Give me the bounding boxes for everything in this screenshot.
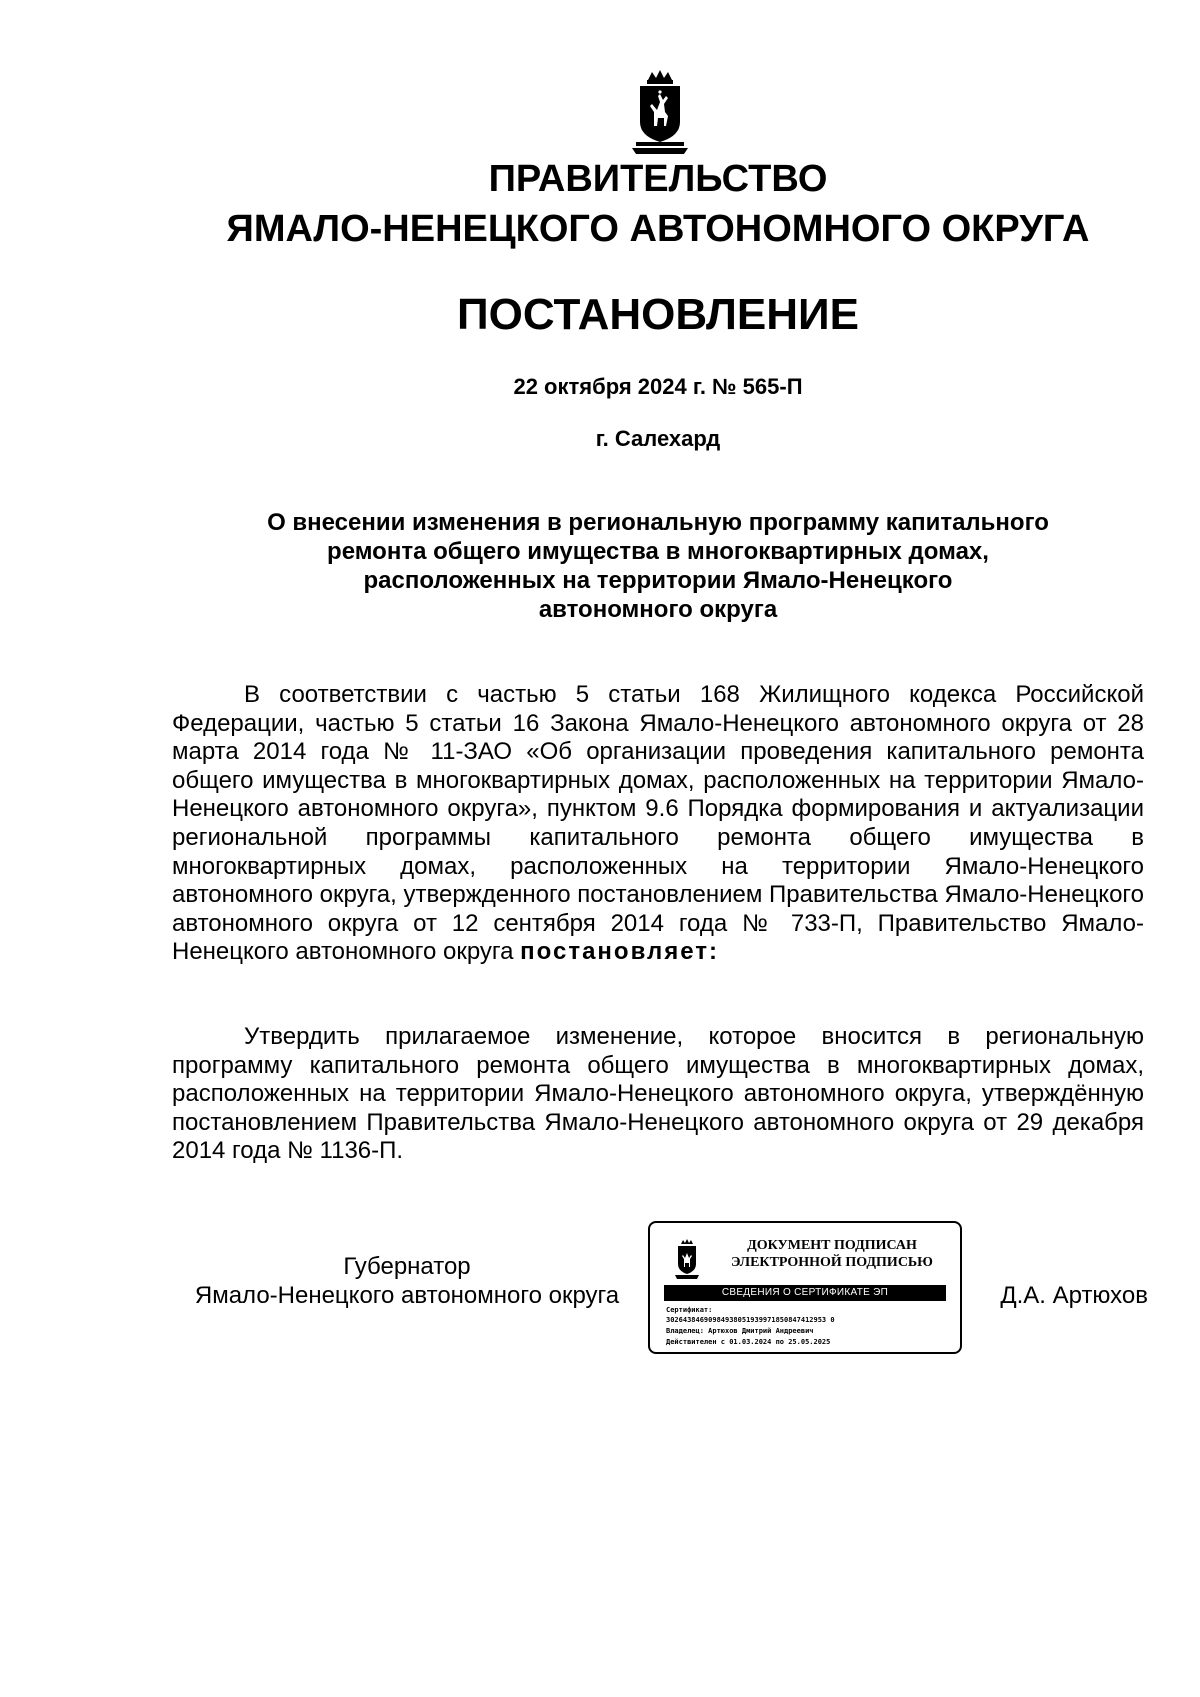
stamp-certificate-bar: СВЕДЕНИЯ О СЕРТИФИКАТЕ ЭП	[664, 1285, 946, 1301]
stamp-owner: Владелец: Артюхов Дмитрий Андреевич	[666, 1327, 814, 1335]
coat-of-arms-icon	[630, 70, 690, 154]
document-date-number: 22 октября 2024 г. № 565-П	[513, 374, 803, 399]
body-paragraph-1	[172, 681, 1144, 967]
coat-of-arms-icon	[674, 1239, 700, 1279]
document-city: г. Салехард	[595, 426, 721, 451]
subject-line: ремонта общего имущества в многоквартирных домах,	[327, 538, 989, 565]
electronic-signature-stamp	[648, 1221, 962, 1354]
stamp-heading-line: ДОКУМЕНТ ПОДПИСАН	[747, 1238, 917, 1253]
signatory-name: Д.А. Артюхов	[1000, 1282, 1148, 1309]
subject-line: расположенных на территории Ямало-Ненецкого	[363, 567, 953, 594]
stamp-cert-label: Сертификат:	[666, 1306, 713, 1314]
organization-name-line1: ПРАВИТЕЛЬСТВО	[488, 158, 828, 200]
signatory-title-line: Губернатор	[343, 1253, 471, 1280]
stamp-heading-line: ЭЛЕКТРОННОЙ ПОДПИСЬЮ	[731, 1255, 933, 1270]
document-subject	[200, 508, 1116, 624]
resolution-keyword: постановляет:	[520, 938, 720, 966]
subject-line: автономного округа	[538, 596, 778, 623]
organization-name-line2: ЯМАЛО-НЕНЕЦКОГО АВТОНОМНОГО ОКРУГА	[226, 208, 1090, 250]
signatory-title	[172, 1252, 642, 1310]
stamp-heading	[716, 1237, 948, 1271]
body-paragraph-2: Утвердить прилагаемое изменение, которое вносится в региональную программу капитального ремонта общего имущества в многоквартирных домах, расположенных на территории Ямало-Ненецкого автономного округа, утверждённую постановлением Правительства Ямало-Ненецкого автономного округа от 29 декабря 2014 года № 1136-П.	[172, 1023, 1144, 1165]
paragraph-text: В соответствии с частью 5 статьи 168 Жилищного кодекса Российской Федерации, частью 5 статьи 16 Закона Ямало-Ненецкого автономного округа от 28 марта 2014 года № 11-ЗАО «Об организации проведения капитального ремонта общего имущества в многоквартирных домах, расположенных на территории Ямало-Ненецкого автономного округа», пунктом 9.6 Порядка формирования и актуализации региональной программы капитального ремонта общего имущества в многоквартирных домах, расположенных на территории Ямало-Ненецкого автономного округа, утвержденного постановлением Правительства Ямало-Ненецкого автономного округа от 12 сентября 2014 года № 733-П, Правительство Ямало-Ненецкого автономного округа	[172, 681, 1144, 966]
document-type-title: ПОСТАНОВЛЕНИЕ	[456, 290, 860, 339]
subject-line: О внесении изменения в региональную программу капитального	[267, 509, 1049, 536]
stamp-validity: Действителен с 01.03.2024 по 25.05.2025	[666, 1338, 831, 1346]
stamp-cert-value: 30264384690984938051939971850847412953 0	[666, 1316, 835, 1324]
signatory-title-line: Ямало-Ненецкого автономного округа	[194, 1282, 620, 1309]
